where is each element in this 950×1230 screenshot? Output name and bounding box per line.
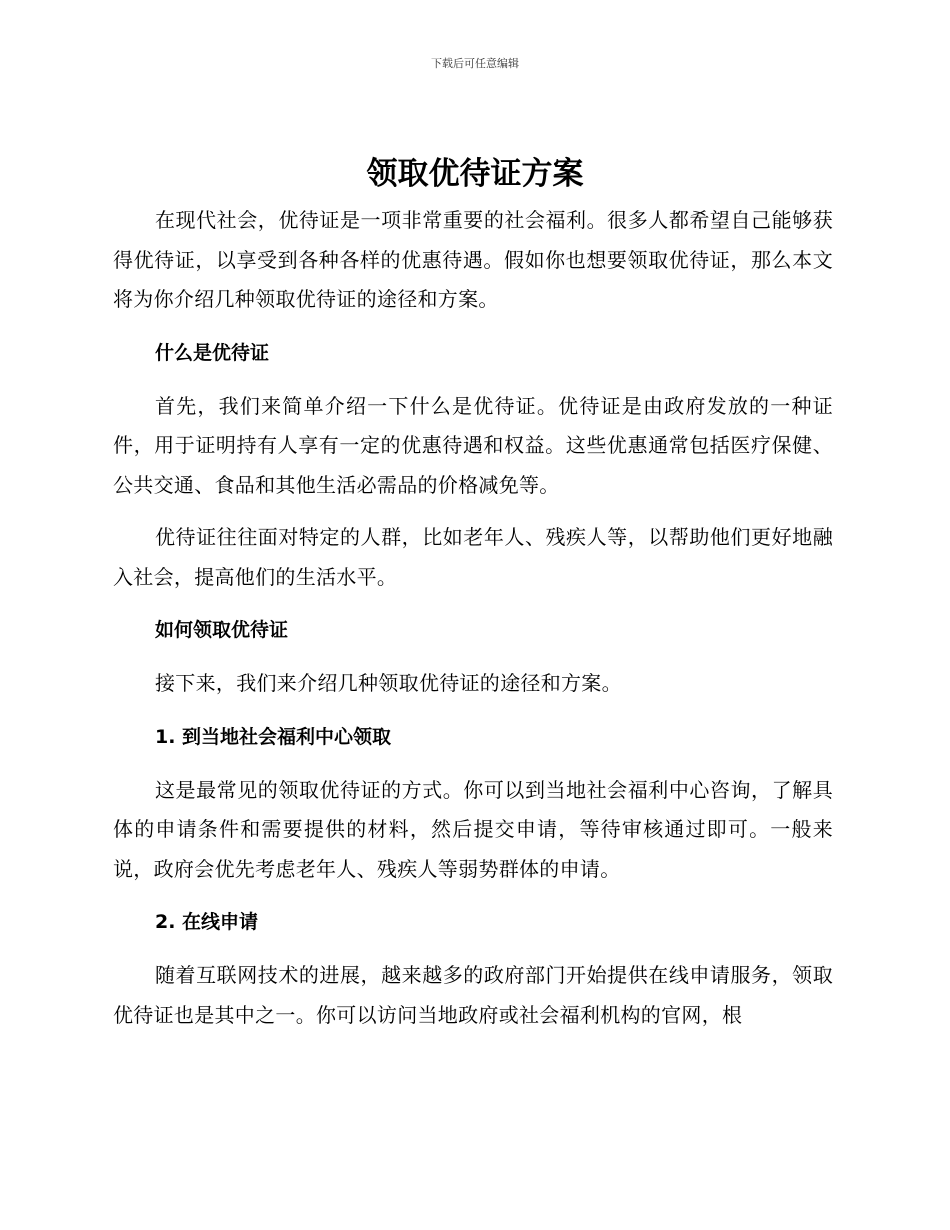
subsection-heading-1: 1. 到当地社会福利中心领取 [155, 725, 392, 748]
document-body [113, 201, 833, 1048]
subsection-heading-2: 2. 在线申请 [155, 911, 259, 933]
paragraph-what-1: 首先，我们来简单介绍一下什么是优待证。优待证是由政府发放的一种证件，用于证明持有人享有一定的优惠待遇和权益。这些优惠通常包括医疗保健、公共交通、食品和其他生活必需品的价格减免等。 [113, 393, 833, 497]
paragraph-how: 接下来，我们来介绍几种领取优待证的途径和方案。 [155, 671, 622, 695]
header-note: 下载后可任意编辑 [431, 57, 519, 70]
paragraph-what-2: 优待证往往面对特定的人群，比如老年人、残疾人等，以帮助他们更好地融入社会，提高他们的生活水平。 [113, 525, 833, 589]
section-heading-how: 如何领取优待证 [155, 619, 289, 641]
paragraph-method-2: 随着互联网技术的进展，越来越多的政府部门开始提供在线申请服务，领取优待证也是其中之一。你可以访问当地政府或社会福利机构的官网，根 [113, 963, 833, 1027]
section-heading-what: 什么是优待证 [155, 341, 270, 364]
intro-paragraph: 在现代社会，优待证是一项非常重要的社会福利。很多人都希望自己能够获得优待证，以享受到各种各样的优惠待遇。假如你也想要领取优待证，那么本文将为你介绍几种领取优待证的途径和方案。 [113, 208, 833, 311]
paragraph-method-1: 这是最常见的领取优待证的方式。你可以到当地社会福利中心咨询，了解具体的申请条件和需要提供的材料，然后提交申请，等待审核通过即可。一般来说，政府会优先考虑老年人、残疾人等弱势群体的申请。 [113, 777, 833, 881]
document-title: 领取优待证方案 [366, 156, 584, 192]
